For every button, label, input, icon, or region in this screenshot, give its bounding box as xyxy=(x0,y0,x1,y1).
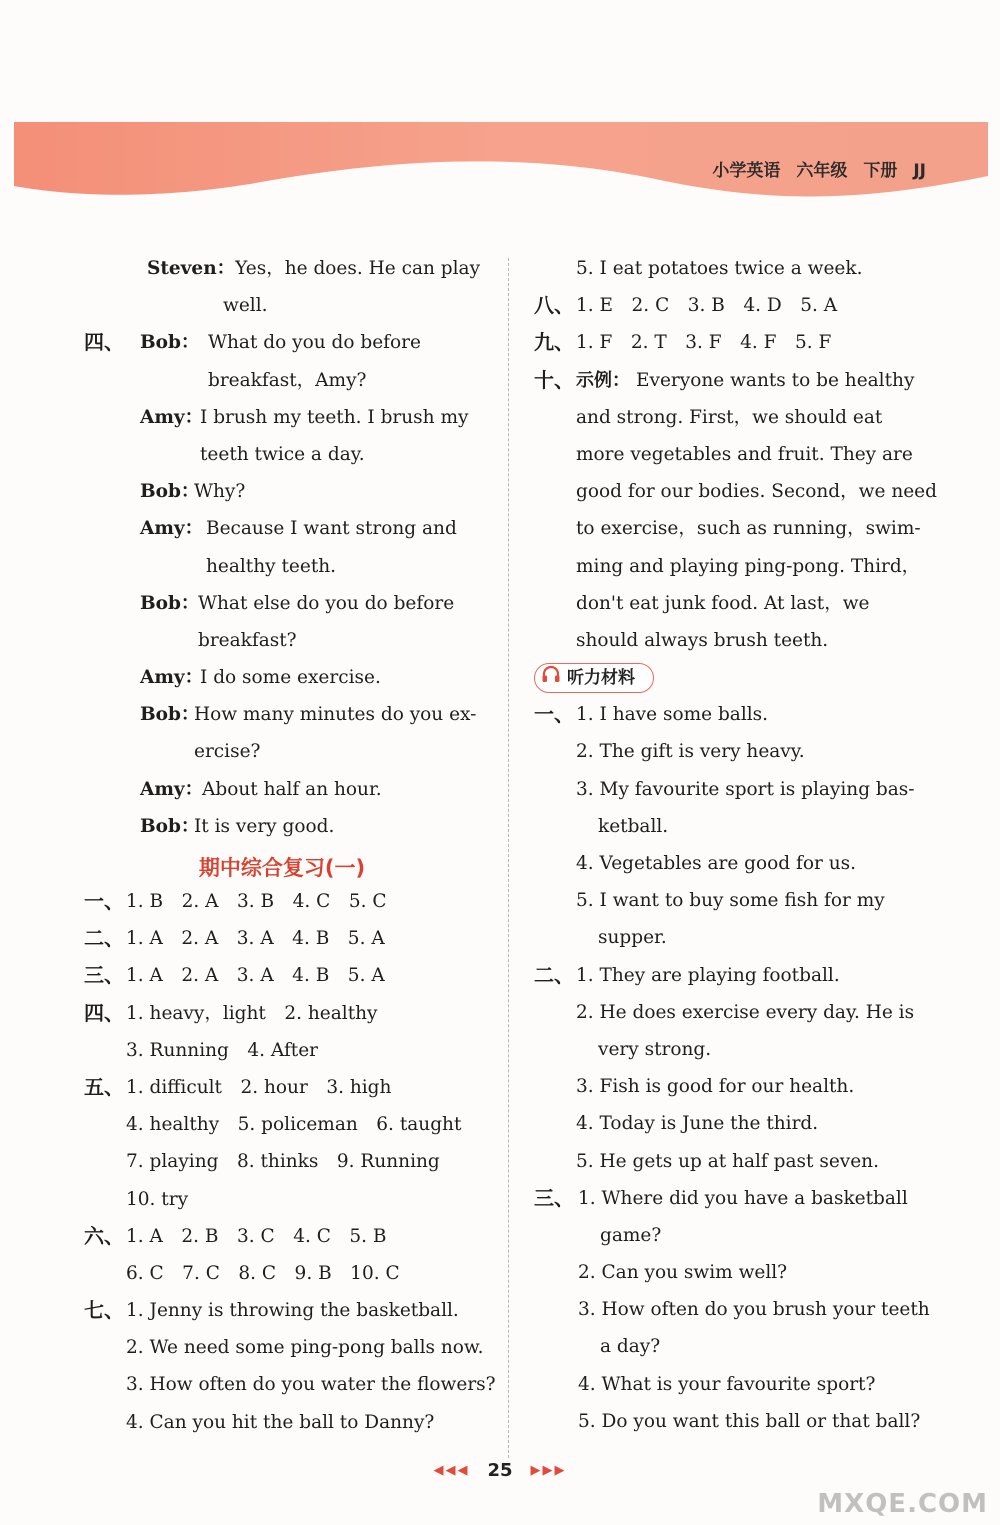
script-line: 5. I want to buy some fish for my xyxy=(576,890,885,912)
question-label: 四、 xyxy=(84,1000,124,1025)
essay-line: more vegetables and fruit. They are xyxy=(576,443,913,465)
essay-line: to exercise，such as running，swim- xyxy=(576,518,921,540)
right-column xyxy=(534,250,937,1440)
answer-row: 1. F 2. T 3. F 4. F 5. F xyxy=(576,332,832,354)
answer-row: 1. heavy，light 2. healthy xyxy=(126,1002,378,1024)
answer-row: 10. try xyxy=(126,1188,189,1210)
answer-row: 1. difficult 2. hour 3. high xyxy=(126,1076,392,1098)
section-label: 四、 xyxy=(84,330,124,355)
dialogue-text: How many minutes do you ex- xyxy=(194,704,477,726)
left-column xyxy=(84,250,496,1441)
script-line: 1. I have some balls. xyxy=(576,704,769,726)
dialogue-text: About half an hour. xyxy=(202,778,382,800)
answer-row: 2. We need some ping-pong balls now. xyxy=(126,1337,484,1359)
question-label: 三、 xyxy=(84,963,124,988)
book-grade: 六年级 xyxy=(796,161,848,181)
answer-row: 1. B 2. A 3. B 4. C 5. C xyxy=(126,891,387,912)
answer-row: 1. A 2. A 3. A 4. B 5. A xyxy=(126,928,385,950)
question-label: 二、 xyxy=(534,962,574,987)
answer-row: 1. E 2. C 3. B 4. D 5. A xyxy=(576,295,838,317)
essay-line: and strong. First，we should eat xyxy=(576,406,883,428)
next-arrows-icon: ▶▶▶ xyxy=(530,1463,567,1478)
essay-line: should always brush teeth. xyxy=(576,629,829,651)
essay-line: Everyone wants to be healthy xyxy=(636,369,915,391)
answer-row: 3. Running 4. After xyxy=(126,1039,319,1061)
script-line: 4. Today is June the third. xyxy=(576,1113,819,1135)
script-line: 1. They are playing football. xyxy=(576,964,840,986)
script-line: a day? xyxy=(600,1336,661,1358)
script-line: 2. The gift is very heavy. xyxy=(576,741,805,763)
speaker-bob: Bob： xyxy=(140,332,200,354)
speaker-amy: Amy： xyxy=(140,518,204,540)
book-volume: 下册 xyxy=(863,161,898,181)
essay-line: ming and playing ping-pong. Third， xyxy=(576,555,921,577)
question-label: 三、 xyxy=(534,1185,574,1210)
dialogue-text: well. xyxy=(223,295,268,317)
essay-line: don't eat junk food. At last，we xyxy=(576,592,870,614)
dialogue-text: teeth twice a day. xyxy=(200,443,365,465)
page-number: 25 xyxy=(487,1460,513,1481)
script-line: 3. Fish is good for our health. xyxy=(576,1076,855,1098)
page-footer xyxy=(0,1460,1000,1481)
question-label: 七、 xyxy=(84,1298,124,1323)
script-line: game? xyxy=(600,1224,662,1246)
speaker-amy: Amy： xyxy=(140,778,204,800)
script-line: 1. Where did you have a basketball xyxy=(578,1187,908,1209)
dialogue-text: ercise? xyxy=(194,741,261,763)
sample-prefix: 示例： xyxy=(576,369,630,391)
script-line: 3. My favourite sport is playing bas- xyxy=(576,778,915,800)
answer-row: 4. Can you hit the ball to Danny? xyxy=(126,1411,435,1433)
watermark: MXQE.COM xyxy=(817,1489,988,1519)
script-line: 5. He gets up at half past seven. xyxy=(576,1150,879,1172)
dialogue-text: What else do you do before xyxy=(198,592,455,614)
header-band xyxy=(0,0,1000,220)
speaker-amy: Amy： xyxy=(140,667,204,689)
speaker-bob: Bob： xyxy=(140,481,200,503)
answer-row: 1. Jenny is throwing the basketball. xyxy=(126,1300,459,1322)
script-line: 5. Do you want this ball or that ball? xyxy=(578,1410,921,1432)
dialogue-text: healthy teeth. xyxy=(206,555,337,577)
dialogue-text: What do you do before xyxy=(208,332,421,354)
answer-row: 5. I eat potatoes twice a week. xyxy=(576,258,863,279)
headphones-icon xyxy=(541,664,561,692)
essay-line: good for our bodies. Second，we need xyxy=(576,481,937,503)
dialogue-text: Why? xyxy=(194,481,246,503)
script-line: 4. What is your favourite sport? xyxy=(578,1373,876,1395)
question-label: 八、 xyxy=(534,293,574,318)
script-line: ketball. xyxy=(598,815,669,837)
script-line: 4. Vegetables are good for us. xyxy=(576,853,857,874)
speaker-bob: Bob： xyxy=(140,704,200,726)
book-edition: JJ xyxy=(913,161,926,181)
book-subject: 小学英语 xyxy=(712,161,781,181)
section-title: 期中综合复习(一) xyxy=(198,856,366,880)
question-label: 十、 xyxy=(534,367,574,392)
question-label: 五、 xyxy=(84,1074,124,1099)
dialogue-text: I do some exercise. xyxy=(200,667,381,689)
question-label: 九、 xyxy=(534,330,574,355)
dialogue-text: It is very good. xyxy=(194,815,335,837)
question-label: 一、 xyxy=(84,889,124,913)
script-line: 2. He does exercise every day. He is xyxy=(576,1001,915,1023)
dialogue-text: Yes，he does. He can play xyxy=(235,258,481,279)
question-label: 一、 xyxy=(534,702,574,727)
dialogue-text: Because I want strong and xyxy=(206,518,457,540)
question-label: 六、 xyxy=(84,1223,124,1248)
answer-row: 1. A 2. A 3. A 4. B 5. A xyxy=(126,965,385,987)
speaker-amy: Amy： xyxy=(140,406,204,428)
dialogue-text: breakfast，Amy? xyxy=(208,369,367,391)
script-line: very strong. xyxy=(598,1038,712,1060)
script-line: supper. xyxy=(598,927,667,949)
answer-row: 1. A 2. B 3. C 4. C 5. B xyxy=(126,1225,387,1247)
script-line: 3. How often do you brush your teeth xyxy=(578,1299,930,1321)
speaker-bob: Bob： xyxy=(140,592,200,614)
speaker-steven: Steven： xyxy=(147,258,236,279)
dialogue-text: breakfast? xyxy=(198,629,297,651)
dialogue-text: I brush my teeth. I brush my xyxy=(200,406,469,428)
speaker-bob: Bob： xyxy=(140,815,200,837)
script-line: 2. Can you swim well? xyxy=(578,1262,788,1284)
dialogue-line xyxy=(84,250,480,287)
column-divider xyxy=(508,258,509,1458)
question-label: 二、 xyxy=(84,926,124,951)
listening-title: 听力材料 xyxy=(567,668,635,689)
answer-row: 3. How often do you water the flowers? xyxy=(126,1374,496,1396)
prev-arrows-icon: ◀◀◀ xyxy=(433,1463,470,1478)
listening-badge xyxy=(534,663,654,693)
answer-row: 4. healthy 5. policeman 6. taught xyxy=(126,1114,462,1136)
answer-row: 6. C 7. C 8. C 9. B 10. C xyxy=(126,1262,400,1284)
book-title xyxy=(696,156,926,181)
answer-row: 7. playing 8. thinks 9. Running xyxy=(126,1151,440,1173)
